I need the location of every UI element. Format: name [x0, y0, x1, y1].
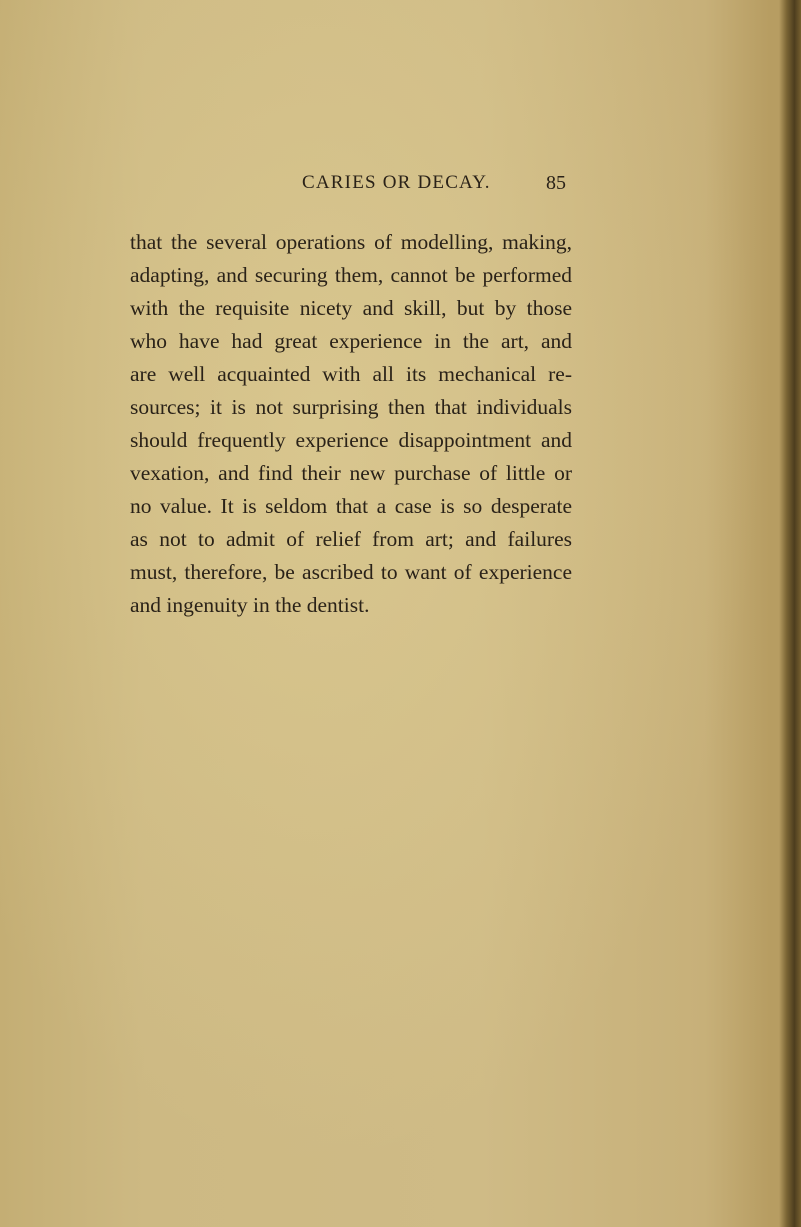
text-line: should frequently experience disappointment and [130, 428, 572, 452]
text-line: must, therefore, be ascribed to want of experience [130, 560, 572, 584]
text-line: and ingenuity in the dentist. [130, 593, 370, 617]
paragraph [130, 226, 572, 622]
text-line: no value. It is seldom that a case is so desperate [130, 494, 572, 518]
text-line: with the requisite nicety and skill, but by those [130, 296, 572, 320]
text-line: as not to admit of relief from art; and failures [130, 527, 572, 551]
running-head [0, 172, 801, 198]
page-number: 85 [546, 172, 566, 194]
text-line: vexation, and find their new purchase of little or [130, 461, 572, 485]
running-head-title: CARIES OR DECAY. [302, 172, 491, 193]
text-line: that the several operations of modelling, making, [130, 230, 572, 254]
text-line: sources; it is not surprising then that individuals [130, 395, 572, 419]
text-line: are well acquainted with all its mechanical re- [130, 362, 572, 386]
text-line: adapting, and securing them, cannot be performed [130, 263, 572, 287]
text-line: who have had great experience in the art, and [130, 329, 572, 353]
